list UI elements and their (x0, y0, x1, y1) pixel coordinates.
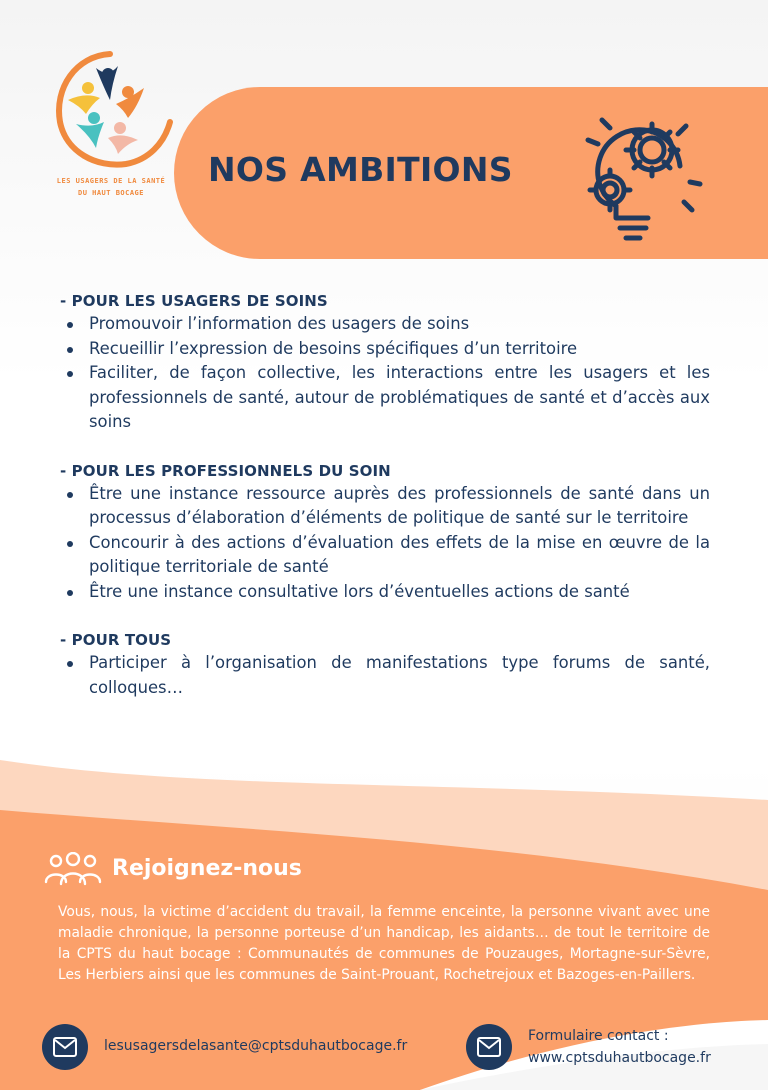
list-item: Être une instance ressource auprès des professionnels de santé dans un processus d’élaboration d’éléments de politique de santé sur le territoire (60, 482, 710, 531)
form-label: Formulaire contact : (528, 1028, 669, 1044)
lightbulb-gears-icon (570, 106, 710, 246)
logo-caption (46, 175, 176, 199)
bullet-list (60, 312, 710, 435)
website-link[interactable]: www.cptsduhautbocage.fr (528, 1050, 711, 1066)
join-title: Rejoignez-nous (112, 856, 302, 881)
list-item: Participer à l’organisation de manifestations type forums de santé, colloques… (60, 651, 710, 700)
section-heading: - POUR TOUS (60, 631, 172, 649)
section-heading: - POUR LES USAGERS DE SOINS (60, 292, 328, 310)
bullet-list (60, 651, 710, 700)
mail-icon (42, 1024, 88, 1070)
list-item: Faciliter, de façon collective, les interactions entre les usagers et les professionnels de santé, autour de problématiques de santé et d’accès aux soins (60, 361, 710, 435)
logo-caption-line2: DU HAUT BOCAGE (77, 189, 144, 197)
join-text: Vous, nous, la victime d’accident du travail, la femme enceinte, la personne vivant avec une maladie chronique, la personne porteuse d’un handicap, les aidants… de tout le territoire de la CPTS du haut bocage : Communautés de communes de Pouzauges, Mortagne-sur-Sèvre, Les Herbiers ainsi que les communes de Saint-Prouant, Rochetrejoux et Bazoges-en-Paillers. (58, 904, 710, 983)
contact-email (42, 1024, 442, 1072)
list-item: Être une instance consultative lors d’éventuelles actions de santé (60, 580, 710, 605)
email-link[interactable]: lesusagersdelasante@cptsduhautbocage.fr (104, 1038, 408, 1054)
logo-figures-icon (46, 48, 176, 178)
section-usagers (60, 290, 710, 435)
section-tous (60, 629, 710, 700)
list-item: Concourir à des actions d’évaluation des effets de la mise en œuvre de la politique territoriale de santé (60, 531, 710, 580)
logo (46, 48, 176, 203)
logo-caption-line1: LES USAGERS DE LA SANTÉ (56, 177, 166, 185)
list-item: Recueillir l’expression de besoins spécifiques d’un territoire (60, 337, 710, 362)
content (60, 290, 710, 725)
contact-form (466, 1024, 756, 1072)
mail-icon (466, 1024, 512, 1070)
bullet-list (60, 482, 710, 605)
section-heading: - POUR LES PROFESSIONNELS DU SOIN (60, 461, 391, 480)
list-item: Promouvoir l’information des usagers de soins (60, 312, 710, 337)
section-professionnels (60, 460, 710, 605)
page-title: NOS AMBITIONS (208, 150, 513, 189)
people-group-icon (44, 852, 102, 886)
